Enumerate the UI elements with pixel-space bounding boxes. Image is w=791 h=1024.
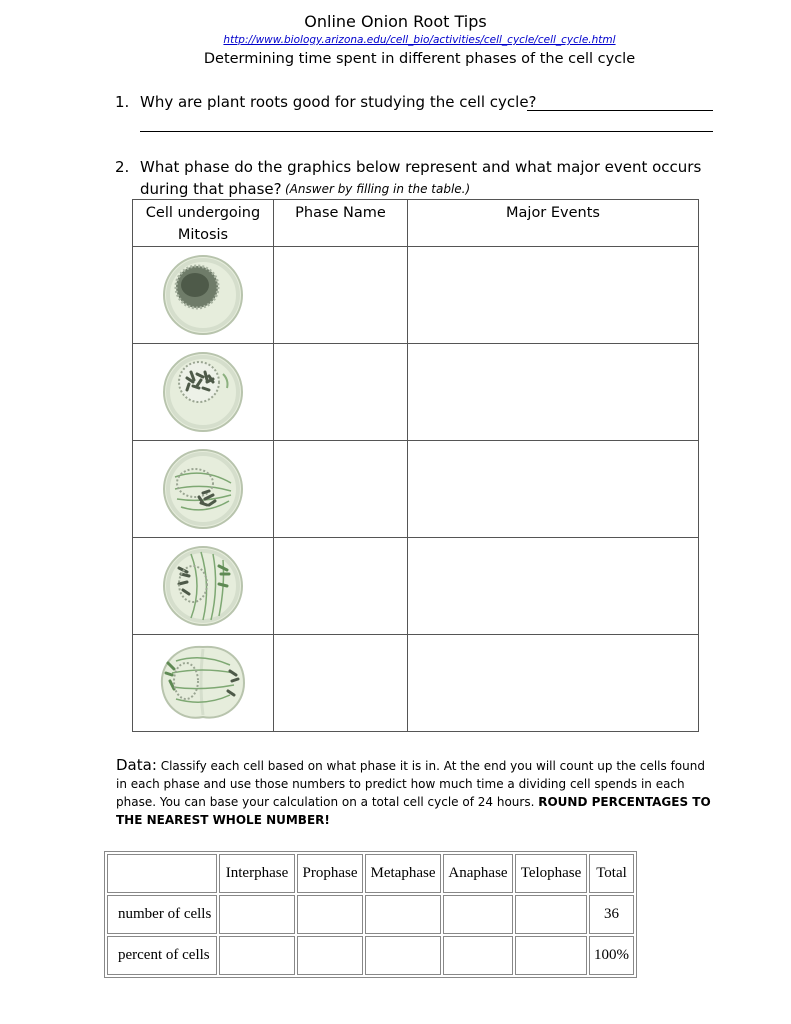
major-events-blank[interactable] bbox=[408, 344, 699, 441]
page-title: Online Onion Root Tips bbox=[304, 12, 487, 31]
table-row bbox=[107, 895, 634, 934]
table-row bbox=[133, 635, 699, 732]
cell-image-cell bbox=[133, 441, 274, 538]
page-subtitle: Determining time spent in different phases of the cell cycle bbox=[203, 51, 636, 67]
question-1-number: 1. bbox=[115, 93, 130, 111]
row-label: number of cells bbox=[107, 895, 217, 934]
table-row bbox=[133, 247, 699, 344]
prophase-cell-image bbox=[161, 350, 245, 434]
metaphase-count-input[interactable] bbox=[365, 895, 441, 934]
major-events-blank[interactable] bbox=[408, 635, 699, 732]
anaphase-count-input[interactable] bbox=[443, 895, 513, 934]
column-header: Prophase bbox=[297, 854, 363, 893]
prophase-percent-input[interactable] bbox=[297, 936, 363, 975]
metaphase-percent-input[interactable] bbox=[365, 936, 441, 975]
data-instructions-text: Classify each cell based on what phase it is in. At the end you will count up the cells found in each phase and use those numbers to predict how much time a dividing cell spends in each phase. You can base your calculation on a total cell cycle of 24 hours. bbox=[116, 759, 705, 809]
question-1-answer-blank[interactable] bbox=[527, 110, 713, 111]
column-header: Anaphase bbox=[443, 854, 513, 893]
header-empty bbox=[107, 854, 217, 893]
phase-name-blank[interactable] bbox=[274, 441, 408, 538]
cell-image-cell bbox=[133, 344, 274, 441]
phase-name-blank[interactable] bbox=[274, 247, 408, 344]
table-row bbox=[133, 441, 699, 538]
metaphase-cell-image bbox=[161, 447, 245, 531]
cell-image-cell bbox=[133, 538, 274, 635]
question-1-answer-line[interactable] bbox=[140, 131, 713, 132]
phase-name-blank[interactable] bbox=[274, 635, 408, 732]
major-events-blank[interactable] bbox=[408, 538, 699, 635]
header-phase-name: Phase Name bbox=[274, 200, 408, 247]
question-2-text: What phase do the graphics below represent and what major event occurs bbox=[140, 158, 702, 176]
cell-image-cell bbox=[133, 635, 274, 732]
cell-image-cell bbox=[133, 247, 274, 344]
question-2-number: 2. bbox=[115, 158, 130, 176]
question-1-text: Why are plant roots good for studying the cell cycle? bbox=[140, 93, 537, 111]
major-events-blank[interactable] bbox=[408, 441, 699, 538]
prophase-count-input[interactable] bbox=[297, 895, 363, 934]
anaphase-percent-input[interactable] bbox=[443, 936, 513, 975]
question-2-text-continued: during that phase? bbox=[140, 180, 282, 198]
data-instructions bbox=[116, 756, 716, 829]
data-table bbox=[104, 851, 637, 978]
table-row bbox=[133, 538, 699, 635]
column-header: Interphase bbox=[219, 854, 295, 893]
interphase-count-input[interactable] bbox=[219, 895, 295, 934]
question-2-hint: (Answer by filling in the table.) bbox=[285, 182, 471, 196]
table-row bbox=[107, 936, 634, 975]
header-cell-line2: Mitosis bbox=[177, 227, 229, 243]
data-emphasis: ROUND PERCENTAGES TO THE NEAREST WHOLE NUMBER! bbox=[116, 795, 711, 827]
header-major-events: Major Events bbox=[408, 200, 699, 247]
header-cell-undergoing-mitosis bbox=[133, 200, 274, 247]
interphase-percent-input[interactable] bbox=[219, 936, 295, 975]
phase-name-blank[interactable] bbox=[274, 344, 408, 441]
table-row bbox=[133, 344, 699, 441]
column-header: Total bbox=[589, 854, 634, 893]
phase-name-blank[interactable] bbox=[274, 538, 408, 635]
telophase-cell-image bbox=[158, 641, 248, 725]
data-label: Data: bbox=[116, 756, 157, 774]
interphase-cell-image bbox=[161, 253, 245, 337]
major-events-blank[interactable] bbox=[408, 247, 699, 344]
total-count: 36 bbox=[589, 895, 634, 934]
telophase-count-input[interactable] bbox=[515, 895, 587, 934]
row-label: percent of cells bbox=[107, 936, 217, 975]
telophase-percent-input[interactable] bbox=[515, 936, 587, 975]
table-header-row bbox=[107, 854, 634, 893]
column-header: Metaphase bbox=[365, 854, 441, 893]
anaphase-cell-image bbox=[161, 544, 245, 628]
column-header: Telophase bbox=[515, 854, 587, 893]
mitosis-table bbox=[132, 199, 699, 732]
source-link[interactable]: http://www.biology.arizona.edu/cell_bio/activities/cell_cycle/cell_cycle.html bbox=[223, 34, 616, 46]
header-cell-line1: Cell undergoing bbox=[145, 205, 261, 221]
total-percent: 100% bbox=[589, 936, 634, 975]
